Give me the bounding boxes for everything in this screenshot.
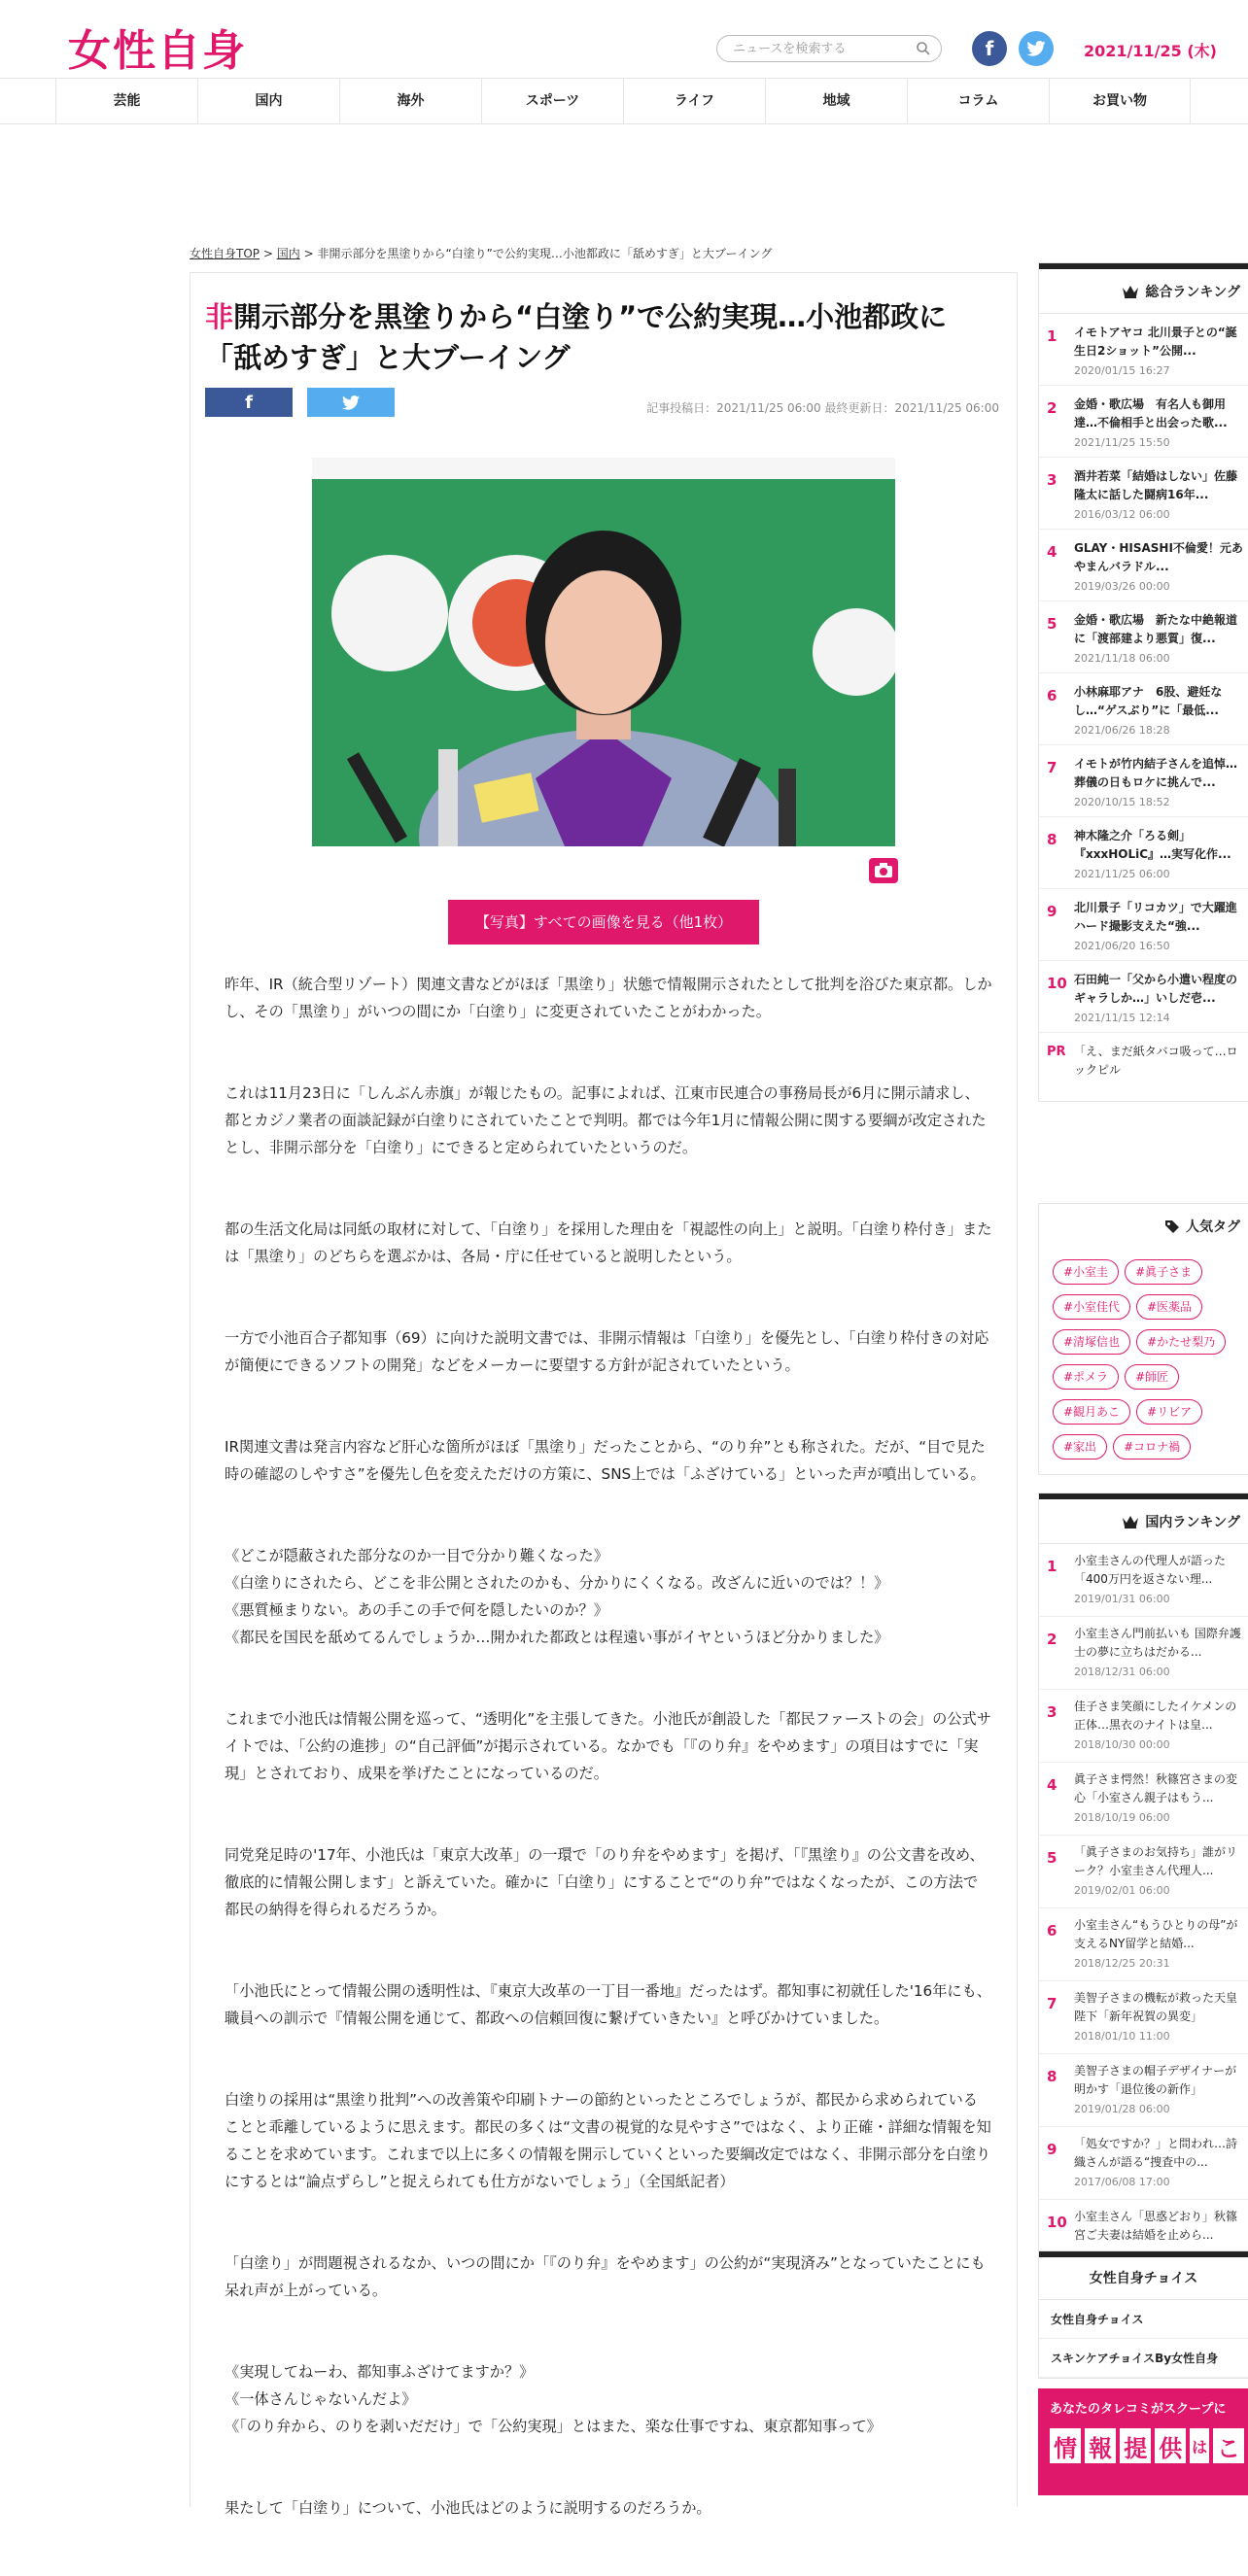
nav-item-domestic[interactable]: 国内 xyxy=(197,79,339,123)
tag-chip[interactable]: #観月あこ xyxy=(1053,1399,1130,1425)
breadcrumb-separator: > xyxy=(303,247,318,260)
nav-item-shopping[interactable]: お買い物 xyxy=(1049,79,1191,123)
rank-title: GLAY・HISASHI不倫愛！元あやまんバラドル... xyxy=(1074,541,1243,573)
breadcrumb-current: 非開示部分を黒塗りから“白塗り”で公約実現…小池都政に「舐めすぎ」と大ブーイング xyxy=(317,247,773,260)
rank-number: 1 xyxy=(1047,327,1057,345)
promo-char: 報 xyxy=(1085,2428,1116,2463)
rank-title: 小室圭さん“もうひとりの母”が支えるNY留学と結婚... xyxy=(1074,1918,1238,1950)
rank-title: 「眞子さまのお気持ち」誰がリーク？小室圭さん代理人... xyxy=(1074,1845,1238,1877)
rank-number: 9 xyxy=(1047,2141,1057,2158)
tag-chip[interactable]: #小室圭 xyxy=(1053,1259,1119,1285)
nav-item-column[interactable]: コラム xyxy=(907,79,1049,123)
rank-title: 酒井若菜「結婚はしない」佐藤隆太に話した闘病16年... xyxy=(1074,469,1238,501)
tag-chip[interactable]: #師匠 xyxy=(1125,1364,1179,1390)
overall-ranking xyxy=(1038,262,1248,1102)
rank-date: 2021/11/25 15:50 xyxy=(1074,436,1170,449)
photo-illustration xyxy=(312,458,895,846)
rank-date: 2018/10/19 06:00 xyxy=(1074,1811,1170,1824)
ranking-item[interactable] xyxy=(1039,1617,1248,1690)
ranking-item[interactable] xyxy=(1039,961,1248,1033)
rank-title: 小室圭さんの代理人が語った「400万円を返さない理... xyxy=(1074,1554,1227,1586)
promo-char: 情 xyxy=(1050,2428,1081,2463)
rank-title: イモトアヤコ 北川景子との“誕生日2ショット”公開... xyxy=(1074,326,1237,358)
share-facebook-button[interactable]: f xyxy=(205,388,293,417)
rank-date: 2020/10/15 18:52 xyxy=(1074,796,1170,808)
camera-icon[interactable] xyxy=(869,858,898,883)
popular-tags xyxy=(1038,1203,1248,1475)
site-logo[interactable]: 女性自身 xyxy=(68,26,247,76)
pr-label: PR xyxy=(1047,1045,1066,1059)
tag-chip[interactable]: #かたせ梨乃 xyxy=(1136,1329,1226,1355)
rank-number: 5 xyxy=(1047,615,1057,633)
ranking-item[interactable] xyxy=(1039,1544,1248,1617)
promo-char: 供 xyxy=(1155,2428,1186,2463)
ranking-item[interactable] xyxy=(1039,673,1248,745)
ranking-item[interactable] xyxy=(1039,1690,1248,1763)
promo-char: こ xyxy=(1213,2428,1244,2463)
rank-number: 7 xyxy=(1047,1995,1057,2012)
rank-number: 7 xyxy=(1047,759,1057,776)
choice-link[interactable]: スキンケアチョイスBy女性自身 xyxy=(1039,2339,1248,2378)
ranking-item[interactable] xyxy=(1039,2127,1248,2200)
article-paragraph: 都の生活文化局は同紙の取材に対して、「白塗り」を採用した理由を「視認性の向上」と説明。「白塗り枠付き」または「黒塗り」のどちらを選ぶかは、各局・庁に任せていると説明したという。 xyxy=(225,1220,992,1265)
tag-chip[interactable]: #家出 xyxy=(1053,1434,1107,1460)
tag-chip[interactable]: #リビア xyxy=(1136,1399,1202,1425)
ranking-item[interactable] xyxy=(1039,386,1248,458)
rank-title: 金婚・歌広場 有名人も御用達…不倫相手と出会った歌... xyxy=(1074,397,1228,429)
rank-title: 神木隆之介「ろる剣」『xxxHOLiC』…実写化作... xyxy=(1074,829,1231,861)
article-paragraph: これは11月23日に「しんぶん赤旗」が報じたもの。記事によれば、江東市民連合の事務局長が6月に開示請求し、都とカジノ業者の面談記録が白塗りにされていたことで判明。都では今年1月に情報公開に関する要綱が改定されたとし、非開示部分を「白塗り」にできると定められていたというのだ。 xyxy=(225,1084,987,1156)
tag-chip[interactable]: #眞子さま xyxy=(1125,1259,1202,1285)
article-paragraph: 「小池氏にとって情報公開の透明性は、『東京大改革の一丁目一番地』だったはず。都知事に初就任した'16年にも、職員への訓示で『情報公開を通じて、都政への信頼回復に繋げていきたい』と呼びかけていました。 xyxy=(225,1982,991,2027)
search-input[interactable] xyxy=(716,35,942,62)
title-text: 開示部分を黒塗りから“白塗り”で公約実現…小池都政に「舐めすぎ」と大ブーイング xyxy=(205,300,948,374)
rank-title: 佳子さま笑顔にしたイケメンの正体…黒衣のナイトは皇... xyxy=(1074,1700,1237,1732)
rank-date: 2021/11/18 06:00 xyxy=(1074,652,1170,665)
article-quote: 《どこが隠蔽された部分なのか一目で分かり難くなった》 《白塗りにされたら、どこを非公開とされたのかも、分かりにくくなる。改ざんに近いのでは？！》 《悪質極まりない。あの手この手で何を隠したいのか？》 《都民を国民を舐めてるんでしょうか…開かれた都政とは程遠い事がイヤというほど分かりました》 xyxy=(225,1547,889,1646)
rank-date: 2019/01/31 06:00 xyxy=(1074,1593,1170,1605)
rank-date: 2019/01/28 06:00 xyxy=(1074,2103,1170,2115)
ranking-item[interactable] xyxy=(1039,314,1248,386)
ranking-item[interactable] xyxy=(1039,745,1248,817)
ranking-item[interactable] xyxy=(1039,1836,1248,1908)
nav-item-life[interactable]: ライフ xyxy=(623,79,765,123)
article-body xyxy=(225,971,992,2576)
promo-title: あなたのタレコミがスクープに xyxy=(1050,2402,1227,2417)
share-twitter-button[interactable] xyxy=(307,388,395,417)
rank-title: 北川景子「リコカツ」で大躍進 ハード撮影支えた“強... xyxy=(1074,901,1237,933)
ranking-item[interactable] xyxy=(1039,601,1248,673)
tag-chip[interactable]: #医薬品 xyxy=(1136,1294,1202,1320)
rank-date: 2019/03/26 00:00 xyxy=(1074,580,1170,593)
rank-number: 3 xyxy=(1047,471,1057,489)
article-paragraph: 果たして「白塗り」について、小池氏はどのように説明するのだろうか。 xyxy=(225,2499,711,2517)
choice-box xyxy=(1038,2250,1248,2379)
rank-number: 10 xyxy=(1047,2214,1067,2231)
pr-item[interactable] xyxy=(1039,1033,1248,1101)
rank-date: 2021/06/20 16:50 xyxy=(1074,940,1170,952)
article-paragraph: 一方で小池百合子都知事（69）に向けた説明文書では、非開示情報は「白塗り」を優先とし、「白塗り枠付きの対応が簡便にできるソフトの開発」などをメーカーに要望する方針が記されていたという。 xyxy=(225,1329,989,1374)
promo-chars xyxy=(1050,2428,1248,2463)
rank-number: 3 xyxy=(1047,1703,1057,1721)
tag-chip[interactable]: #ポメラ xyxy=(1053,1364,1119,1390)
rank-number: 2 xyxy=(1047,1631,1057,1648)
tip-promo-banner[interactable] xyxy=(1038,2388,1248,2495)
tag-chip[interactable]: #清塚信也 xyxy=(1053,1329,1130,1355)
rank-title: 小室圭さん「思惑どおり」秋篠宮ご夫妻は結婚を止めら... xyxy=(1074,2210,1238,2242)
ranking-item[interactable] xyxy=(1039,1908,1248,1981)
rank-date: 2018/10/30 00:00 xyxy=(1074,1738,1170,1751)
rank-number: 10 xyxy=(1047,975,1067,992)
rank-number: 4 xyxy=(1047,543,1057,561)
ranking-item[interactable] xyxy=(1039,530,1248,601)
rank-number: 5 xyxy=(1047,1849,1057,1867)
rank-date: 2021/06/26 18:28 xyxy=(1074,724,1170,737)
choice-link[interactable]: 女性自身チョイス xyxy=(1039,2300,1248,2339)
pr-title: 「え、まだ紙タバコ吸って…ロックピル xyxy=(1074,1045,1238,1077)
rank-date: 2017/06/08 17:00 xyxy=(1074,2176,1170,2188)
tags-title: 人気タグ xyxy=(1186,1219,1240,1235)
rank-number: 9 xyxy=(1047,903,1057,920)
breadcrumb-separator: > xyxy=(262,247,277,260)
breadcrumb-home[interactable]: 女性自身TOP xyxy=(190,247,260,260)
article-paragraph: 白塗りの採用は“黒塗り批判”への改善策や印刷トナーの節約といったところでしょうが、都民から求められていることと乖離しているように思えます。都民の多くは“文書の視覚的な見やすさ”ではなく、より正確・詳細な情報を知ることを求めています。これまで以上に多くの情報を開示していくといった要綱改定ではなく、非開示部分を白塗りにするとは“論点ずらし”と捉えられても仕方がないでしょう」（全国紙記者） xyxy=(225,2091,991,2190)
search-icon[interactable] xyxy=(916,41,931,56)
rank-title: 「処女ですか？」と問われ…詩織さんが語る“捜査中の... xyxy=(1074,2137,1238,2169)
rank-number: 6 xyxy=(1047,1922,1057,1940)
ranking-list xyxy=(1039,314,1248,1033)
site-header xyxy=(0,0,1248,78)
rank-number: 4 xyxy=(1047,1776,1057,1794)
crown-icon xyxy=(1122,285,1139,298)
current-date: 2021/11/25 (木) xyxy=(1084,42,1217,60)
title-accent: 非 xyxy=(205,300,234,333)
rank-title: 小室圭さん門前払いも 国際弁護士の夢に立ちはだかる... xyxy=(1074,1627,1241,1659)
rank-number: 8 xyxy=(1047,2068,1057,2085)
rank-date: 2018/01/10 11:00 xyxy=(1074,2030,1170,2043)
main-nav xyxy=(0,78,1248,124)
breadcrumb-category[interactable]: 国内 xyxy=(276,247,300,260)
promo-char: 提 xyxy=(1120,2428,1151,2463)
rank-title: 石田純一「父から小遣い程度のギャラしか…」いしだ壱... xyxy=(1074,973,1238,1005)
rank-number: 1 xyxy=(1047,1558,1057,1575)
twitter-icon[interactable] xyxy=(1019,31,1054,66)
nav-item-region[interactable]: 地域 xyxy=(765,79,907,123)
article-paragraph: 「白塗り」が問題視されるなか、いつの間にか「『のり弁』をやめます」の公約が“実現済み”となっていたことにも呆れ声が上がっている。 xyxy=(225,2254,986,2299)
article-paragraph: 昨年、IR（統合型リゾート）関連文書などがほぼ「黒塗り」状態で情報開示されたとして批判を浴びた東京都。しかし、その「黒塗り」がいつの間にか「白塗り」に変更されていたことがわかった。 xyxy=(225,976,992,1020)
ranking-item[interactable] xyxy=(1039,2054,1248,2127)
ranking-item[interactable] xyxy=(1039,458,1248,530)
rank-title: イモトが竹内結子さんを追悼…葬儀の日もロケに挑んで... xyxy=(1074,757,1238,789)
domestic-ranking xyxy=(1038,1493,1248,2274)
tag-chip[interactable]: #コロナ禍 xyxy=(1113,1434,1191,1460)
rank-title: 金婚・歌広場 新たな中絶報道に「渡部建より悪質」復... xyxy=(1074,613,1238,645)
rank-date: 2018/12/25 20:31 xyxy=(1074,1957,1170,1970)
rank-date: 2021/11/15 12:14 xyxy=(1074,1012,1170,1024)
nav-item-entertainment[interactable]: 芸能 xyxy=(55,79,197,123)
nav-item-sports[interactable]: スポーツ xyxy=(481,79,623,123)
rank-number: 6 xyxy=(1047,687,1057,704)
ranking-header xyxy=(1039,1499,1248,1544)
article-photo[interactable] xyxy=(312,458,895,846)
crown-icon xyxy=(1122,1515,1139,1528)
rank-date: 2021/11/25 06:00 xyxy=(1074,868,1170,880)
ranking-title: 総合ランキング xyxy=(1145,284,1240,300)
ranking-header xyxy=(1039,269,1248,314)
article-quote: 《実現してねーわ、都知事ふざけてますか？》 《一体さんじゃないんだよ》 《「のり弁から、のりを剥いだだけ」で「公約実現」とはまた、楽な仕事ですね、東京都知事って》 xyxy=(225,2363,882,2435)
ranking-title: 国内ランキング xyxy=(1145,1514,1240,1530)
article-paragraph: 同党発足時の'17年、小池氏は「東京大改革」の一環で「のり弁をやめます」を掲げ、「『黒塗り』の公文書を改め、徹底的に情報公開します」と訴えていた。確かに「白塗り」にすることで“のり弁”ではなくなったが、この方法で都民の納得を得られるだろうか。 xyxy=(225,1846,985,1918)
article-dates: 記事投稿日：2021/11/25 06:00 最終更新日：2021/11/25 06:00 xyxy=(646,401,999,415)
rank-number: 2 xyxy=(1047,399,1057,417)
rank-date: 2020/01/15 16:27 xyxy=(1074,364,1170,377)
ranking-item[interactable] xyxy=(1039,817,1248,889)
ranking-item[interactable] xyxy=(1039,889,1248,961)
nav-item-overseas[interactable]: 海外 xyxy=(339,79,481,123)
article-paragraph: IR関連文書は発言内容など肝心な箇所がほぼ「黒塗り」だったことから、“のり弁”とも称された。だが、“目で見た時の確認のしやすさ”を優先し色を変えただけの方策に、SNS上では「ふざけている」といった声が噴出している。 xyxy=(225,1438,986,1483)
article-title xyxy=(205,296,1002,378)
ranking-item[interactable] xyxy=(1039,1981,1248,2054)
rank-title: 美智子さまの帽子デザイナーが明かす「退位後の新作」 xyxy=(1074,2064,1237,2096)
rank-date: 2018/12/31 06:00 xyxy=(1074,1666,1170,1678)
rank-title: 小林麻耶アナ 6股、避妊なし…“ゲスぶり”に「最低... xyxy=(1074,685,1223,717)
facebook-icon[interactable]: f xyxy=(972,31,1007,66)
breadcrumb xyxy=(190,245,772,261)
rank-date: 2019/02/01 06:00 xyxy=(1074,1884,1170,1897)
tag-icon xyxy=(1164,1219,1180,1233)
ranking-item[interactable] xyxy=(1039,1763,1248,1836)
promo-char: は xyxy=(1190,2428,1209,2463)
tag-chip[interactable]: #小室佳代 xyxy=(1053,1294,1130,1320)
view-all-images-button[interactable]: 【写真】すべての画像を見る（他1枚） xyxy=(448,900,759,945)
article-paragraph: これまで小池氏は情報公開を巡って、“透明化”を主張してきた。小池氏が創設した「都民ファーストの会」の公式サイトでは、「公約の進捗」の“自己評価”が掲示されている。なかでも「『のり弁』をやめます」の項目はすでに「実現」とされており、成果を挙げたことになっているのだ。 xyxy=(225,1710,991,1782)
rank-title: 美智子さまの機転が救った天皇陛下「新年祝賀の異変」 xyxy=(1074,1991,1238,2023)
article xyxy=(190,272,1018,2517)
tag-list xyxy=(1039,1249,1248,1474)
tags-header xyxy=(1039,1204,1248,1249)
rank-number: 8 xyxy=(1047,831,1057,848)
choice-title: 女性自身チョイス xyxy=(1039,2257,1248,2300)
rank-title: 眞子さま愕然！秋篠宮さまの変心「小室さん親子はもう... xyxy=(1074,1772,1238,1804)
ranking-list xyxy=(1039,1544,1248,2273)
rank-date: 2016/03/12 06:00 xyxy=(1074,508,1170,521)
